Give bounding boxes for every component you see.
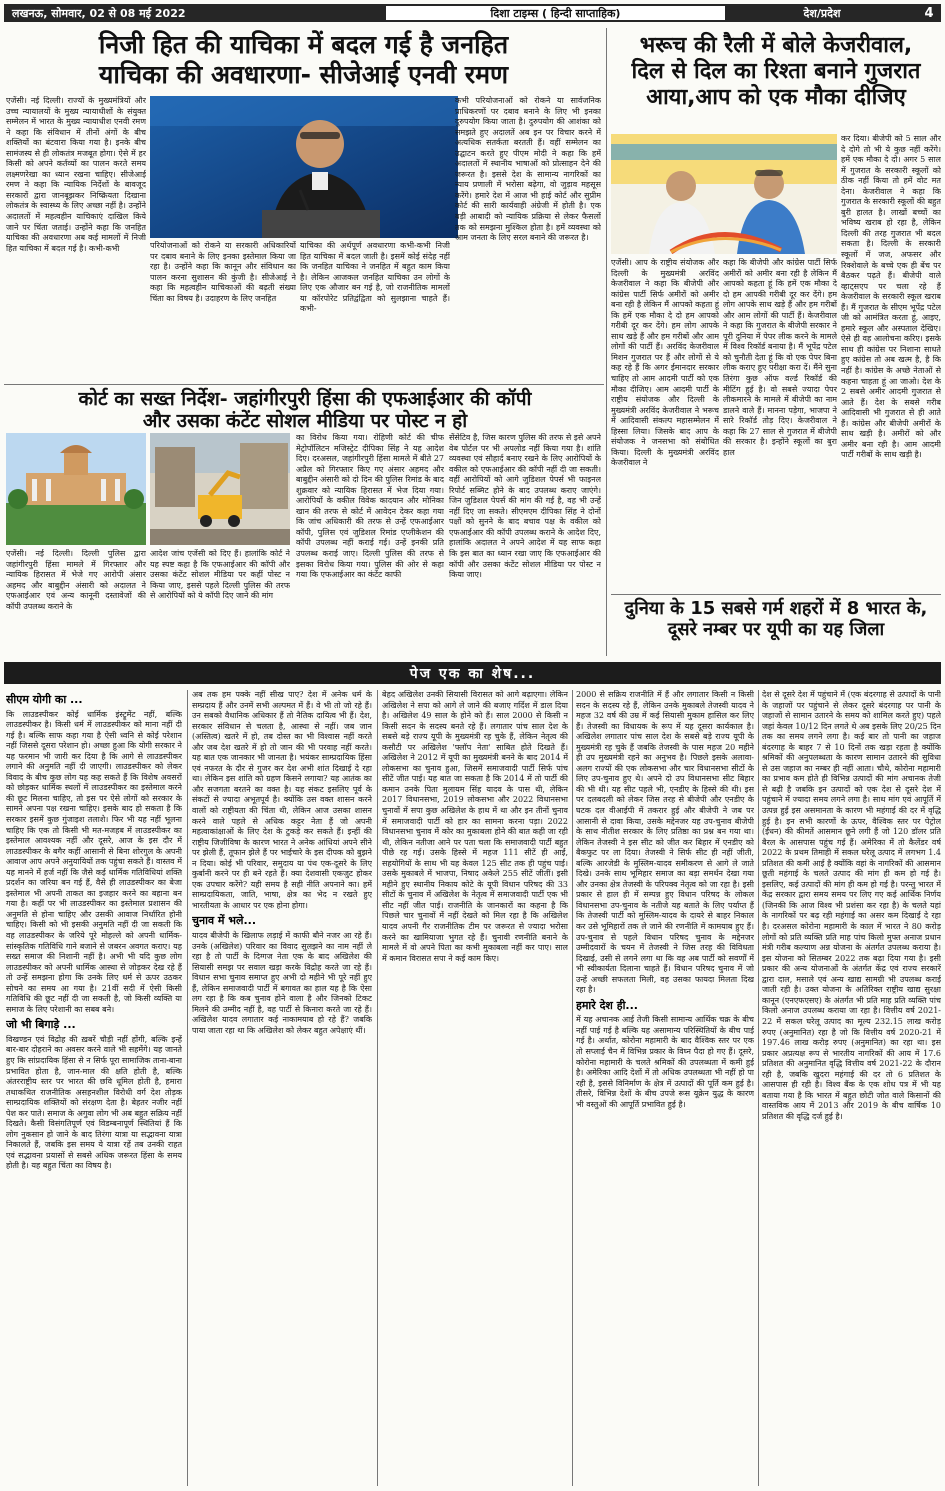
cji-speaking-image (150, 96, 458, 238)
story3-column-3: का विरोध किया गया। रोहिणी कोर्ट की चीफ मेट्रोपॉलिटन मजिस्ट्रेट दीपिका सिंह ने यह आदेश दिए। दरअसल, जहांगीरपुरी हिंसा मामले में बीते 27 अप्रैल को गिरफ्तार किए गए अंसार अहमद और बाबुद्दीन अंसारी को दो दिन की पुलिस रिमांड के बाद शुक्रवार को न्यायिक हिरासत में भेज दिया गया। आरोपियों के वकील विवेक कादयान और मोनिका खान की तरफ से कोर्ट में आवेदन देकर कहा गया कि जांच अधिकारी की तरफ से उन्हें एफआईआर कॉपी, पुलिस एवं जुडिशल रिमांड एप्लीकेशन की कॉपी उपलब्ध नहीं कराई गई। उन्हें इनकी प्रति उपलब्ध कराई जाए। दिल्ली पुलिस की तरफ से इसका विरोध किया गया। पुलिस की ओर से कहा गया कि एफआईआर का कंटेंट काफी (296, 433, 444, 580)
continued-text-col5: देश से दूसरे देश में पहुंचाने में (एक बंदरगाह से उत्पादों के पानी के जहाजों पर पहुंचाने से लेकर दूसरे बंदरगाह पर पानी के जहाजों से सामान उतारने के समय को शामिल करते हुए) पहले जहां केवल 10/12 दिन लगते थे अब इसके लिए 20/25 दिन तक का समय लगने लगा है। कई बार तो पानी का जहाज बंदरगाह के बाहर 7 से 10 दिनों तक खड़ा रहता है क्योंकि श्रमिकों की अनुपलब्धता के कारण सामान उतारने की सुविधा से उस जहाज का नम्बर ही नहीं आता। चौथे, कोरोना महामारी का प्रभाव कम होते ही विभिन्न उत्पादों की मांग अचानक तेजी से बढ़ी है जबकि इन उत्पादों को एक देश से दूसरे देश में पहुंचाने में ज्यादा समय लगने लगा है। साथ मांग एवं आपूर्ति में उत्पन्न हुई इस असमानता के कारण भी महंगाई की दर में वृद्धि हुई है। इन सभी कारणों के ऊपर, वैश्विक स्तर पर पेट्रोल (ईंधन) की कीमतें आसमान छूने लगी हैं जो 120 डॉलर प्रति बैरल के आसपास पहुंच गई हैं। अमेरिका में तो कैलेंडर वर्ष 2022 के प्रथम तिमाही में सकल घरेलू उत्पाद में लगभग 1.4 प्रतिशत की कमी आई है क्योंकि वहां के नागरिकों की आसमान छूती महंगाई के चलते उत्पाद की मांग ही कम हो गई है। इसलिए, कई उत्पादों की मांग ही कम हो गई है। परन्तु भारत में केंद्र सरकार द्वारा समय समय पर लिए गए कई आर्थिक निर्णय (जिनकी कि आज विश्व भी प्रशंसा कर रहा है) के चलते यहां के नागरिकों पर बढ़ रही महंगाई का असर कम दिखाई दे रहा है। दरअसल कोरोना महामारी के काल में भारत ने 80 करोड़ लोगों को प्रति व्यक्ति प्रति माह पांच किलो मुफ्त अनाज प्रधान मंत्री गरीब कल्याण अन्न योजना के अंतर्गत उपलब्ध कराया है। इस योजना को सितम्बर 2022 तक बढ़ा दिया गया है। इसी प्रकार की अन्य योजनाओं के अंतर्गत केंद्र एवं राज्य सरकारें द्वारा दाल, मसाले एवं अन्य खाद्य सामग्री भी उपलब्ध कराई जाती रही है। उक्त योजना के अतिरिक्त राष्ट्रीय खाद्य सुरक्षा कानून (एनएफएसए) के अंतर्गत भी प्रति माह प्रति व्यक्ति पांच किलो अनाज उपलब्ध कराया जा रहा है। वित्तीय वर्ष 2021-22 में सकल घरेलू उत्पाद का मूल्य 232.15 लाख करोड़ रुपए (अनुमानित) रहा है जो कि वित्तीय वर्ष 2020-21 में 197.46 लाख करोड़ रुपए (अनुमानित) का रहा था। इस प्रकार अप्रत्यक्ष रूप से भारतीय नागरिकों की आय में 17.6 प्रतिशत की अनुमानित वृद्धि वित्तीय वर्ष 2021-22 के दौरान रही है, जबकि खुदरा महंगाई की दर तो 6 प्रतिशत के आसपास ही रही है। विश्व बैंक के एक शोध पत्र में भी यह बताया गया है कि भारत में बहुत छोटी जोत वाले किसानों की वास्तविक आय में 2013 और 2019 के बीच वार्षिक 10 प्रतिशत की वृद्धि दर्ज हुई है। (762, 690, 941, 1121)
continued-head-hamare-desh: हमारे देश ही... (576, 998, 638, 1012)
story4-headline (611, 598, 941, 640)
continued-column-1 (6, 690, 182, 1488)
story1-cji-photo (150, 96, 458, 238)
story1-column-4: कभी परियोजनाओं को रोकने या सार्वजनिक प्राधिकरणों पर दबाव बनाने के लिए भी इनका दुरुपयोग किया जाता है। दुरुपयोग की आशंका को समझते हुए अदालतें अब इन पर विचार करने में अत्यधिक सतर्कता बरतती हैं। वहीं सम्मेलन का उद्घाटन करते हुए पीएम मोदी ने कहा कि हमें अदालतों में स्थानीय भाषाओं को प्रोत्साहन देने की जरूरत है। इससे देश के सामान्य नागरिकों का न्याय प्रणाली में भरोसा बढ़ेगा, वो जुड़ाव महसूस करेंगे। हमारे देश में आज भी हाई कोर्ट और सुप्रीम कोर्ट की सारी कार्यवाही अंग्रेजी में होती है। एक बड़ी आबादी को न्यायिक प्रक्रिया से लेकर फैसलों तक को समझना मुश्किल होता है। हमें व्यवस्था को आम जनता के लिए सरल बनाने की जरूरत है। (455, 96, 601, 243)
continued-head-cm-yogi: सीएम योगी का ... (6, 693, 83, 706)
continued-text-chunav: यादव बीजेपी के खिलाफ लड़ाई में काफी बौने नजर आ रहे हैं। उनके (अखिलेश) परिवार का विवाद सुलझने का नाम नहीं ले रहा है तो पार्टी के दिग्गज नेता एक के बाद अखिलेश की सियासी समझ पर सवाल खड़ा करके विद्रोह करते जा रहे हैं। विधान सभा चुनाव समाप्त हुए अभी दो महीने भी पूरे नहीं हुए हैं, लेकिन समाजवादी पार्टी में बगावत का हाल यह है कि ऐसा लग रहा है कि कब चुनाव होने वाला है और जिनको टिकट मिलने की उम्मीद नहीं है, वह पार्टी से किनारा करते जा रहे हैं। अखिलेश यादव लगातार कई नाकामयाब हो रहे हैं? जबकि पाया जाता रहा था कि अखिलेश को लेकर बहुत अपेक्षाएं थीं। (192, 931, 372, 1035)
story3-top-rule (4, 384, 604, 385)
story3-headline (6, 388, 604, 433)
story3-bulldozer-photo (150, 433, 290, 545)
continued-divider-1 (187, 690, 188, 1486)
continued-text-col4: 2000 से सक्रिय राजनीति में हैं और लगातार किसी न किसी सदन के सदस्य रहे हैं, लेकिन उनके मुकाबले तेजस्वी यादव ने महज 32 वर्ष की उम्र में कई सियासी मुकाम हासिल कर लिए हैं। तेजस्वी का विधायक के रूप में यह दूसरा कार्यकाल है। अखिलेश लगातार पांच साल देश के सबसे बड़े राज्य यूपी के मुख्यमंत्री रह चुके हैं जबकि तेजस्वी के पास महज 20 महीने ही उप मुख्यमंत्री रहने का अनुभव है। पिछले इसके अलावा-अलग राज्यों की एक लोकसभा और चार विधानसभा सीटों के लिए उप-चुनाव हुए थे। अपने दो उप विधानसभा सीट बिहार की भी थी। यह सीट पहले भी, एनडीए के हिस्से की थी। इस पर दलबदली को लेकर जिस तरह से बीजेपी और एनडीए के घटक दल वीआईपी में तकरार हुई और बीजेपी ने जब पर आसानी से दावा किया, उसके मद्देनजर यह उप-चुनाव बीजेपी के साथ नीतीश सरकार के लिए प्रतिष्ठा का प्रश्न बन गया था। लेकिन तेजस्वी ने इस सीट को जीत कर बिहार में एनडीए को बैकफुट पर ला दिया। तेजस्वी ने सिर्फ सीट ही नहीं जीती, बल्कि आरजेडी के मुस्लिम-यादव समीकरण से आगे ले जाते दिखे। उनके साथ भूमिहार समाज का बड़ा समर्थन देखा गया और उनका क्षेत्र तेजस्वी के परिपक्व नेतृत्व को जा रहा है। इसी प्रकार से हाल ही में सम्पन्न हुए विधान परिषद के लोकल विधानसभा उप-चुनाव के नतीजे यह बताते के लिए पर्याप्त हैं कि तेजस्वी पार्टी को मुस्लिम-यादव के दायरे से बाहर निकाल कर उसे भूमिहारों तक ले जाने की रणनीति में कामयाब हुए हैं। उप-चुनाव से पहले विधान परिषद चुनाव के मद्देनजर उम्मीदवारों के चयन में तेजस्वी ने जिस तरह की विविधता दिखाई, उसी से लगने लगा था कि वह अब पार्टी को सवर्णों में भी स्वीकार्यता दिलाना चाहते हैं। विधान परिषद चुनाव में जो उन्हें अच्छी सफलता मिली, वह उसका फायदा मिलता दिख रहा है। (576, 690, 754, 995)
issue-date: लखनऊ, सोमवार, 02 से 08 मई 2022 (4, 4, 384, 22)
column-divider (606, 28, 607, 656)
story2-headline-line3: आया,आप को एक मौका दीजिए (646, 84, 906, 110)
story2-headline-line1: भरूच की रैली में बोले केजरीवाल, (639, 33, 913, 58)
continued-column-2 (192, 690, 372, 1488)
story4-headline-line2: दूसरे नम्बर पर यूपी का यह जिला (667, 619, 885, 641)
page-header (4, 3, 941, 23)
story1-column-2: परियोजनाओं को रोकने या सरकारी अधिकारियों पर दबाव बनाने के लिए इनका इस्तेमाल किया जा रहा है। उन्होंने कहा कि कानून और संविधान का पालन करना सुशासन की कुंजी है। सीजेआई ने कहा कि महत्वहीन याचिकाओं की बढ़ती संख्या चिंता का विषय है। उदाहरण के लिए जनहित (150, 241, 296, 303)
continued-divider-3 (572, 690, 573, 1486)
paper-name: दिशा टाइम्स ( हिन्दी साप्ताहिक) (384, 4, 727, 22)
story1-headline-line1: निजी हित की याचिका में बदल गई है जनहित (98, 30, 509, 59)
supreme-court-image (6, 433, 146, 545)
continued-head-chunav: चुनाव में भले... (192, 914, 257, 928)
page-number: 4 (917, 4, 941, 22)
continued-section-banner: पेज एक का शेष... (4, 662, 941, 684)
story3-headline-line1: कोर्ट का सख्त निर्देश- जहांगीरपुरी हिंसा की एफआईआर की कॉपी (78, 388, 532, 410)
continued-divider-4 (758, 690, 759, 1486)
story1-column-3: याचिका की अर्थपूर्ण अवधारणा कभी-कभी निजी हित याचिका में बदल जाती है। इसमें कोई संदेह नहीं कि जनहित याचिका ने जनहित में बहुत काम किया है। लेकिन आजकल जनहित याचिका उन लोगों के लिए एक औजार बन गई है, जो राजनीतिक मामलों या कॉरपोरेट प्रतिद्वंद्विता को सुलझाना चाहते हैं। कभी- (300, 241, 450, 314)
continued-text-hamare-desh: में यह अचानक आई तेजी किसी सामान्य आर्थिक चक्र के बीच नहीं पाई गई है बल्कि यह असामान्य परिस्थितियों के बीच पाई गई है। अर्थात, कोरोना महामारी के बाद वैश्विक स्तर पर एक तो सप्लाई चैन में विभिन्न प्रकार के विघ्न पैदा हो गए हैं। दूसरे, कोरोना महामारी के चलते श्रमिकों की उपलब्धता में कमी हुई है। अमेरिका आदि देशों में तो अधिक उपलब्धता भी नहीं हो पा रही है, इससे विनिर्माण के क्षेत्र में उत्पादों की पूर्ति कम हुई है। तीसरे, विभिन्न देशों के बीच उपजे रूस यूक्रेन युद्ध के कारण भी वस्तुओं की आपूर्ति प्रभावित हुई है। (576, 1015, 754, 1109)
continued-divider-2 (377, 690, 378, 1486)
story3-column-4: सेंसेटिव है, जिस कारण पुलिस की तरफ से इसे अपने वेब पोर्टल पर भी अपलोड नहीं किया गया है। शांति व्यवस्था एवं सौहार्द बनाए रखने के लिए आरोपियों के वकील को एफआईआर की कॉपी नहीं दी जा सकती। वहीं आरोपियों को आगे जुडिशल पेपर्स भी फाइनल रिपोर्ट सब्मिट होने के बाद उपलब्ध कराए जाएंगे। जिन जुडिशल पेपर्स की मांग की गई है, वह भी उन्हें नहीं दिए जा सकते। सीएमएम दीपिका सिंह ने दोनों पक्षों को सुनने के बाद बचाव पक्ष के वकील को एफआईआर की कॉपी उपलब्ध कराने के आदेश दिए, हालांकि अदालत ने अपने आदेश में यह साफ कहा कि इस बात का ध्यान रखा जाए कि एफआईआर की कॉपी और उसका कंटेंट सोशल मीडिया पर पोस्ट न किया जाए। (449, 433, 601, 580)
story3-court-photo (6, 433, 146, 545)
continued-text-jo-bhi: विखण्डन एवं विद्रोह की ख़बरें चौड़ी नहीं होंगी, बल्कि इन्हें बार-बार दोहराने का अवसर करने वाले भी सहमेंगे। यह जानते हुए कि सांप्रदायिक हिंसा से न सिर्फ पूरा सामाजिक ताना-बाना प्रभावित होता है, जान-माल की क्षति होती है, बल्कि अंतरराष्ट्रीय स्तर पर भारत की छवि धूमिल होती है, हमारा तथाकथित राजनीतिक असहनशील विरोधी वर्ग देश तोड़क साम्प्रदायिक शक्तियों को संरक्षण देता है। बेहतर नजीर नहीं पेश कर पाते। समाज के अगुवा लोग भी अब बहुत सक्रिय नहीं दिखते। कैसी विसंगतिपूर्ण एवं विडम्बनापूर्ण स्थितियां हैं कि लोग नुकसान हो जाने के बाद तिरंगा यात्रा या सद्भावना यात्रा निकालते हैं, जबकि इस समय ये यात्रा रहें तब उनकी राहत एवं सद्भावना प्रयासों से सबसे अधिक जरूरत हिंसा के समय होती है। यह बहुत चिंता का विषय है। (6, 1034, 182, 1171)
story2-headline-line2: दिल से दिल का रिश्ता बनाने गुजरात (631, 58, 921, 84)
story2-kejriwal-photo (611, 134, 837, 254)
section-name: देश/प्रदेश (727, 4, 917, 22)
story4-headline-line1: दुनिया के 15 सबसे गर्म शहरों में 8 भारत के, (624, 598, 928, 619)
continued-text-col3: बेहद अखिलेश उनकी सियासी विरासत को आगे बढ़ाएगा। लेकिन अखिलेश ने सपा को आगे ले जाने की बजाए गर्दिश में डाल दिया है। अखिलेश 49 साल के होने को हैं। साल 2000 से किसी न किसी सदन के सदस्य बनते रहे हैं। लगातार पांच साल देश के सबसे बड़े राज्य यूपी के मुख्यमंत्री रह चुके हैं, लेकिन नेतृत्व की कसौटी पर अखिलेश 'फ्लॉप नेता' साबित होते दिखते हैं। अखिलेश ने 2012 में यूपी का मुख्यमंत्री बनने के बाद 2014 में लोकसभा का चुनाव हुआ, जिसमें समाजवादी पार्टी सिर्फ पांच सीटें जीत पाई। यह बात जा सकता है कि 2014 में तो पार्टी की कमान उनके पिता मुलायम सिंह यादव के पास थी, लेकिन 2017 विधानसभा, 2019 लोकसभा और 2022 विधानसभा चुनावों में सपा कुछ अखिलेश के हाथ में था और इन तीनों चुनाव में समाजवादी पार्टी को हार का सामना करना पड़ा। 2022 विधानसभा चुनाव में कोर का मुकाबला होने की बात कही जा रही थी, लेकिन नतीजा आने पर पता चला कि समाजवादी पार्टी बहुत पीछे रह गई। उसके हिस्से में महज 111 सीटें ही आईं, सहयोगियों के साथ भी यह केवल 125 सीट तक ही पहुंच पाई। उसके मुकाबले में भाजपा, निषाद अकेले 255 सीटें जीतीं। इसी महीने हुए स्थानीय निकाय कोटे के यूपी विधान परिषद की 33 सीटों के चुनाव में अखिलेश के नेतृत्व में समाजवादी पार्टी एक भी सीट नहीं जीत पाई। राजनीति के जानकारों का कहना है कि पिछले चार चुनावों में नहीं देखते को मिल रहा है कि अखिलेश यादव अपनी गैर राजनीतिक टीम पर जरूरत से ज्यादा भरोसा करने का खामियाजा भुगत रहे हैं। चुनावी रणनीति बनाने के मामले में वो अपने पिता का कभी मुकाबला नहीं कर पाए। साल में कमान विरासत सपा ने कई काम किए। (382, 690, 568, 963)
story1-headline-line2: याचिका की अवधारणा- सीजेआई एनवी रमण (98, 59, 509, 89)
story3-column-2: आदेश जांच एजेंसी को दिए हैं। हालांकि कोर्ट ने यह स्पष्ट कहा है कि एफआईआर की कॉपी और उसका कंटेंट सोशल मीडिया पर कहीं पोस्ट न किया जाए, इससे पहले दिल्ली पुलिस की तरफ से आरोपियों को ये कॉपी दिए जाने की मांग (150, 549, 290, 601)
story1-headline (6, 30, 601, 89)
continued-column-3 (382, 690, 568, 1488)
story2-column-2: कहा कि बीजेपी और कांग्रेस पार्टी सिर्फ अमीरों को अमीर बना रही है लेकिन मैं आपको कहता हूं कि हमें एक मौका दे दो हम आपकी गरीबी दूर कर देंगे। हम लोग आपके साथ खड़े हैं और हम गरीबों और आम लोगों की पार्टी हैं। केजरीवाल ने कहा कि गुजरात के बीजेपी सरकार ने पूरी दुनिया में पेपर लीक करने के मामले में विश्व रिकॉर्ड बनाया है। मैं भूपेंद्र पटेल को चुनौती देता हूं कि वो एक पेपर बिना लीक कराए हुए परीक्षा करा दें। मैंने सुना तिरंगा कुछ ऑफ वर्ल्ड रिकॉर्ड की मीटिंग हुई है। वो सबसे ज्यादा पेपर लीकमारने के मामले में बीजेपी का नाम डालने वाले हैं। मानना पड़ेगा, भाजपा ने सारे रिकॉर्ड तोड़ दिए। केजरीवाल ने कहा कि 27 साल से गुजरात में बीजेपी की सरकार है। इन्होंने स्कूलों का बुरा हाल (723, 258, 837, 457)
continued-column-4 (576, 690, 754, 1488)
story3-headline-line2: और उसका कंटेंट सोशल मीडिया पर पोस्ट न हो (142, 410, 468, 433)
story4-top-rule (611, 594, 941, 595)
story2-column-3: कर दिया। बीजेपी को 5 साल और दे दोगे तो भी ये कुछ नहीं करेंगे। हमें एक मौका दे दो। अगर 5 साल में गुजरात के सरकारी स्कूलों को ठीक नहीं किया तो हमें वोट मत देना। केजरीवाल ने कहा कि गुजरात के सरकारी स्कूलों की बहुत बुरी हालत है। लाखों बच्चों का भविष्य खराब हो रहा है, लेकिन दिल्ली की तरह गुजरात भी बदल सकता है। दिल्ली के सरकारी स्कूलों में जज, अफसर और रिक्शेवाले के बच्चे एक ही बेंच पर बैठकर पढ़ते हैं। बीजेपी वाले व्हाट्सएप पर चला रहे हैं केजरीवाल के सरकारी स्कूल खराब हैं। मैं गुजरात के सीएम भूपेंद्र पटेल जी को आमंत्रित करता हूं, आइए, हमारे स्कूल और अस्पताल देखिए। ऐसे ही वह आलोचना करिए। इसके साथ ही कांग्रेस पर निशाना साधते हुए कांग्रेस तो अब खत्म है, है कि नहीं है। कांग्रेस के अच्छे नेताओं से कहना चाहता हूं आ जाओ। देश के 2 सबसे अमीर आदमी गुजरात से आते हैं। देश के सबसे गरीब आदिवासी भी गुजरात से ही आते हैं। कांग्रेस और बीजेपी अमीरों के साथ खड़ी है। अमीरों को और अमीर बना रही है। आम आदमी पार्टी गरीबों के साथ खड़ी है। (841, 134, 941, 460)
continued-text-col2: अब तक हम पक्के नहीं सीख पाए? देश में अनेक धर्म के सम्प्रदाय हैं और उनमें सभी अल्पमत में हैं। वे भी तो जो रहे हैं। उन सबको वैधानिक अधिकार हैं तो नैतिक दायित्व भी हैं। देश, सरकार संविधान से चलता है, आस्था से नहीं। जब जान (अस्तित्व) खतरे में हो, तब दोस्त का भी विश्वास नहीं करते और जब देश खतरे में हो तो जान की भी परवाह नहीं करते। यह बात एक जानकार भी जानता है। भयंकर साम्प्रदायिक हिंसा एवं नफरत के दौर से गुजर कर देश अभी शांत दिखाई दे रहा था। लेकिन इस शांति को ग्रहण किसने लगाया? यह आतंक का और सजगता बरतने का वक्त है। यह संकट इसलिए पूर्व के संकटों से ज्यादा अभूतपूर्व है। क्योंकि उस वक्त शासन करने वालों को राष्ट्रीयता की चिंता थी, लेकिन आज उसका शासन करने वाले पहले से अधिक कट्टर नेता हैं जो अपनी महत्वाकांक्षाओं के लिए देश के टुकड़े कर सकते हैं। इन्हीं की राष्ट्रीय जिजीविषा के कारण भारत ने अनेक आंधियां अपने सीने पर झेली हैं, तूफान झेले हैं पर भाईचारे के इस दीपक को बुझने न दिया। कोई भी परिवार, समुदाय या पंथ एक-दूसरे के लिए कुर्बानी करने पर ही बने रहते हैं। क्या देशवासी एकजुट होकर एक उपचार करेंगे? यही समय है सही नीति अपनाने का। हमें साम्प्रदायिकता, जाति, भाषा, क्षेत्र का भेद न रखते हुए भारतीयता के आधार पर एक होना होगा। (192, 690, 372, 910)
demolition-scene-image (150, 433, 290, 545)
continued-head-jo-bhi: जो भी बिगाड़े ... (6, 1018, 76, 1032)
story2-column-1: एजेंसी। आप के राष्ट्रीय संयोजक और दिल्ली के मुख्यमंत्री अरविंद केजरीवाल ने कहा कि बीजेपी और कांग्रेस पार्टी सिर्फ अमीरों को अमीर बना रही है लेकिन मैं आपको कहता हूं कि हमें एक मौका दे दो हम आपको गरीबी दूर कर देंगे। हम लोग आपके साथ खड़े हैं और हम गरीबों और आम लोगों की पार्टी हैं। अरविंद केजरीवाल मिशन गुजरात पर हैं और लोगों से ये कह रहे हैं कि अगर ईमानदार सरकार चाहिए तो आम आदमी पार्टी को एक मौका दीजिए। आम आदमी पार्टी के राष्ट्रीय संयोजक और दिल्ली के मुख्यमंत्री अरविंद केजरीवाल ने भरूच में आदिवासी संकल्प महासम्मेलन में हिस्सा लिया। जिसके बाद आप के संयोजक ने जनसभा को संबोधित किया। दिल्ली के मुख्यमंत्री अरविंद केजरीवाल ने (611, 258, 719, 468)
story1-column-1: एजेंसी। नई दिल्ली। राज्यों के मुख्यमंत्रियों और उच्च न्यायालयों के मुख्य न्यायाधीशों के संयुक्त सम्मेलन में भारत के मुख्य न्यायाधीश एनवी रमण ने कहा कि संविधान में तीनों अंगों के बीच शक्तियों का बंटवारा किया गया है। इनके बीच सामंजस्य से ही लोकतंत्र मजबूत होगा। ऐसे में हर किसी को अपने कर्तव्यों का पालन करते समय लक्ष्मणरेखा का ध्यान रखना चाहिए। सीजेआई रमण ने कहा कि न्यायिक निर्देशों के बावजूद सरकारों द्वारा जानबूझकर निष्क्रियता दिखाना लोकतंत्र के स्वास्थ्य के लिए अच्छा नहीं है। उन्होंने अदालतों में महत्वहीन याचिकाएं दाखिल किये जाने पर चिंता जताई। उन्होंने कहा कि जनहित याचिका की अवधारणा अब कई मामलों में निजी हित याचिका में बदल गई है। कभी-कभी (6, 96, 146, 253)
rally-stage-image (611, 134, 837, 254)
continued-text-cm-yogi: कि लाउडस्पीकर कोई धार्मिक इंस्ट्रूमेंट नहीं, बल्कि लाउडस्पीकर है। किसी धर्म में लाउडस्पीकर को माना नहीं दी गई है। बल्कि साफ कहा गया है ऐसी ध्वनि से कोई परेशान नहीं जिससे दूसरा परेशान हो। अच्छा हुआ कि योगी सरकार ने यह फरमान भी जारी कर दिया है कि आगे से लाउडस्पीकर लगाने की अनुमति नहीं दी जाएगी। लाउडस्पीकर को लेकर विवाद के बीच कुछ लोग यह कह सकते हैं कि विशेष अवसरों को छोड़कर धार्मिक स्थलों में लाउडस्पीकर का इस्तेमाल करने की छूट मिलना चाहिए, तो इस पर ऐसे लोगों को सरकार के सामने अपना पक्ष रखना चाहिए। इसके बाद हो सकता है कि सरकार इसमें कुछ गुंजाइश तलाशे। फिर भी यह नहीं भूलना चाहिए कि एक तो किसी भी मत-मजहब में लाउडस्पीकर का इस्तेमाल आवश्यक नहीं और दूसरे, आज के इस दौर में लाउडस्पीकर के बगैर कहीं आसानी से बिना शोरगुल के अपनी आवाज आप अपने अनुयायियों तक पहुंचा सकते हैं। वास्तव में यह मानने में हर्ज नहीं कि जैसे कई धार्मिक गतिविधियां शक्ति प्रदर्शन का जरिया बन गई हैं, वैसे ही लाउडस्पीकर का बेजा इस्तेमाल भी अपनी ताकत का इजहार करने का बहाना बन गया है। कहीं पर भी लाउडस्पीकर का इस्तेमाल प्रशासन की अनुमति से होना चाहिए और उसकी आवाज निर्धारित होनी चाहिए। किसी को भी इसकी अनुमति नहीं दी जा सकती कि वह लाउडस्पीकर के जरिये पूरे मोहल्ले को अपनी धार्मिक-सांस्कृतिक गतिविधि गाने बजाने से जबरन अवगत कराए। यह सख्त समाज की निशानी नहीं है। अभी भी यदि कुछ लोग लाउडस्पीकर को अपनी धार्मिक आस्था से जोड़कर देख रहे हैं तो उन्हें समझना होगा कि उनके लिए धर्म से ऊपर उठकर सोचने का समय आ गया है। 21वीं सदी में ऐसी किसी गतिविधि की छूट नहीं दी जा सकती है, जो किसी व्यक्ति या समाज के लिए परेशानी का सबब बने। (6, 709, 182, 1014)
story2-headline (611, 33, 941, 111)
story3-column-1: एजेंसी। नई दिल्ली। दिल्ली पुलिस द्वारा जहांगीरपुरी हिंसा मामले में गिरफ्तार और न्यायिक हिरासत में भेजे गए आरोपी अंसार अहमद और बाबुद्दीन अंसारी को अदालत ने एफआईआर एवं अन्य कानूनी दस्तावेजों की कॉपी उपलब्ध कराने के (6, 549, 146, 611)
continued-column-5 (762, 690, 941, 1488)
